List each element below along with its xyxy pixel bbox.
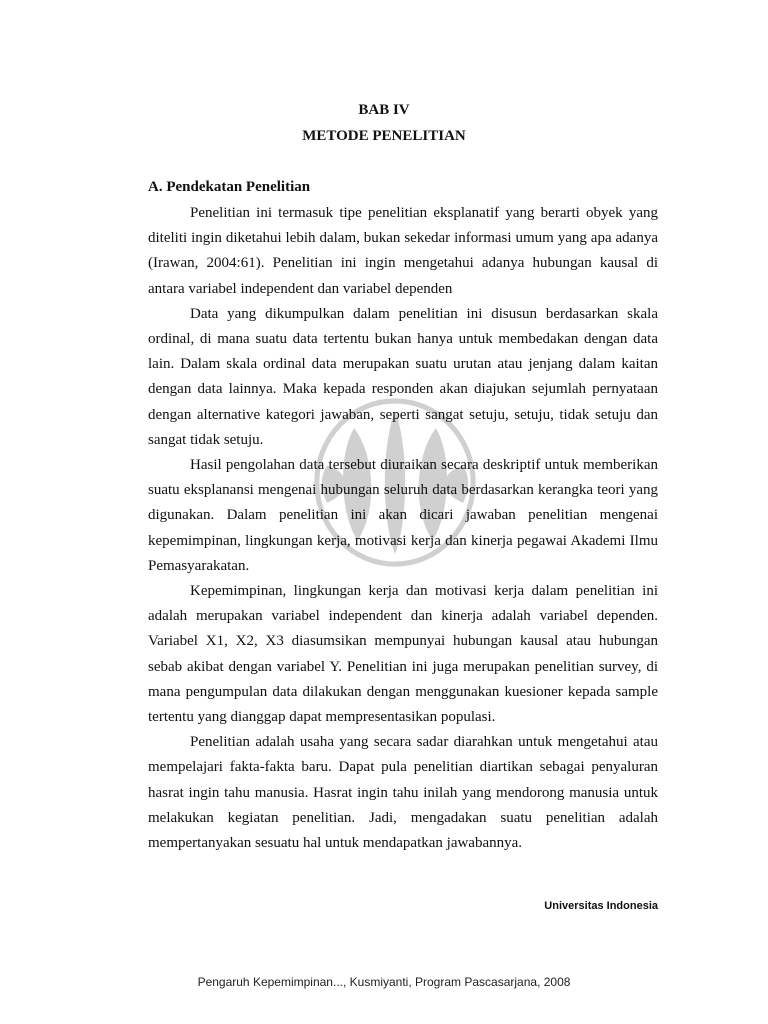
paragraph: Penelitian ini termasuk tipe penelitian eksplanatif yang berarti obyek yang diteliti ingin diketahui lebih dalam, bukan sekedar informasi umum yang apa adanya (Irawan, 2004:61). Penelitian ini ingin mengetahui adanya hubungan kausal di antara variabel independent dan variabel dependen: [148, 205, 658, 297]
paragraph: Kepemimpinan, lingkungan kerja dan motivasi kerja dalam penelitian ini adalah merupakan variabel independent dan kinerja adalah variabel dependen. Variabel X1, X2, X3 diasumsikan mempunyai hubungan kausal atau hubungan sebab akibat dengan variabel Y. Penelitian ini juga merupakan penelitian survey, di mana pengumpulan data dilakukan dengan menggunakan kuesioner kepada sample tertentu yang dianggap dapat mempresentasikan populasi.: [148, 583, 658, 726]
paragraph: Penelitian adalah usaha yang secara sadar diarahkan untuk mengetahui atau mempelajari fakta-fakta baru. Dapat pula penelitian diartikan sebagai penyaluran hasrat ingin tahu manusia. Hasrat ingin tahu inilah yang mendorong manusia untuk melakukan kegiatan penelitian. Jadi, mengadakan suatu penelitian adalah mempertanyakan sesuatu hal untuk mendapatkan jawabannya.: [148, 734, 658, 852]
body-text: [148, 201, 658, 856]
page-footer: Pengaruh Kepemimpinan..., Kusmiyanti, Program Pascasarjana, 2008: [197, 975, 571, 989]
chapter-title: METODE PENELITIAN: [302, 128, 466, 144]
institution-label: Universitas Indonesia: [544, 900, 658, 912]
chapter-number: BAB IV: [358, 102, 410, 118]
section-heading: A. Pendekatan Penelitian: [148, 179, 311, 195]
paragraph: Data yang dikumpulkan dalam penelitian ini disusun berdasarkan skala ordinal, di mana suatu data tertentu bukan hanya untuk membedakan dengan data lain. Dalam skala ordinal data merupakan suatu urutan atau jenjang dalam kaitan dengan data lainnya. Maka kepada responden akan diajukan sejumlah pernyataan dengan alternative kategori jawaban, seperti sangat setuju, setuju, tidak setuju dan sangat tidak setuju.: [148, 305, 658, 448]
paragraph: Hasil pengolahan data tersebut diuraikan secara deskriptif untuk memberikan suatu eksplanansi mengenai hubungan seluruh data berdasarkan kerangka teori yang digunakan. Dalam penelitian ini akan dicari jawaban penelitian mengenai kepemimpinan, lingkungan kerja, motivasi kerja dan kinerja pegawai Akademi Ilmu Pemasyarakatan.: [148, 457, 658, 574]
